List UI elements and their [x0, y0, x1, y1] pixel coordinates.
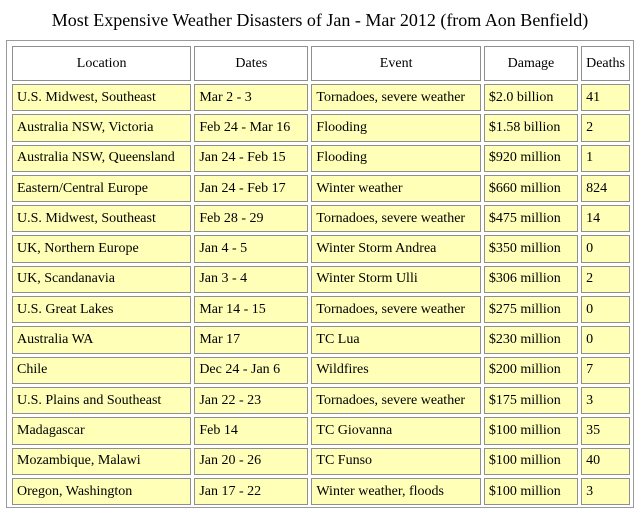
deaths-cell: 0	[581, 326, 630, 353]
deaths-cell: 3	[581, 387, 630, 414]
deaths-cell: 35	[581, 417, 630, 444]
table-row	[12, 296, 630, 323]
event-cell: Tornadoes, severe weather	[311, 205, 480, 232]
dates-cell: Jan 24 - Feb 17	[194, 175, 308, 202]
dates-cell: Jan 4 - 5	[194, 235, 308, 262]
table-row	[12, 266, 630, 293]
table-header-row	[12, 46, 630, 81]
event-cell: Tornadoes, severe weather	[311, 84, 480, 111]
damage-cell: $350 million	[484, 235, 578, 262]
damage-cell: $2.0 billion	[484, 84, 578, 111]
dates-cell: Jan 24 - Feb 15	[194, 145, 308, 172]
column-header-deaths: Deaths	[581, 46, 630, 81]
location-cell: Mozambique, Malawi	[12, 448, 191, 475]
damage-cell: $100 million	[484, 478, 578, 505]
deaths-cell: 824	[581, 175, 630, 202]
event-cell: Flooding	[311, 145, 480, 172]
table-row	[12, 114, 630, 141]
damage-cell: $660 million	[484, 175, 578, 202]
event-cell: TC Lua	[311, 326, 480, 353]
table-row	[12, 175, 630, 202]
table-body	[12, 84, 630, 505]
column-header-dates: Dates	[194, 46, 308, 81]
deaths-cell: 0	[581, 235, 630, 262]
event-cell: Flooding	[311, 114, 480, 141]
location-cell: Australia WA	[12, 326, 191, 353]
event-cell: Winter Storm Ulli	[311, 266, 480, 293]
damage-cell: $475 million	[484, 205, 578, 232]
event-cell: Tornadoes, severe weather	[311, 387, 480, 414]
deaths-cell: 41	[581, 84, 630, 111]
location-cell: UK, Scandanavia	[12, 266, 191, 293]
location-cell: Chile	[12, 357, 191, 384]
deaths-cell: 1	[581, 145, 630, 172]
dates-cell: Mar 2 - 3	[194, 84, 308, 111]
damage-cell: $306 million	[484, 266, 578, 293]
dates-cell: Mar 17	[194, 326, 308, 353]
location-cell: UK, Northern Europe	[12, 235, 191, 262]
table-row	[12, 478, 630, 505]
event-cell: Winter weather	[311, 175, 480, 202]
table-row	[12, 84, 630, 111]
location-cell: U.S. Midwest, Southeast	[12, 205, 191, 232]
damage-cell: $200 million	[484, 357, 578, 384]
event-cell: Tornadoes, severe weather	[311, 296, 480, 323]
column-header-location: Location	[12, 46, 191, 81]
deaths-cell: 40	[581, 448, 630, 475]
dates-cell: Feb 14	[194, 417, 308, 444]
damage-cell: $1.58 billion	[484, 114, 578, 141]
table-row	[12, 145, 630, 172]
deaths-cell: 14	[581, 205, 630, 232]
location-cell: U.S. Great Lakes	[12, 296, 191, 323]
event-cell: Winter weather, floods	[311, 478, 480, 505]
location-cell: U.S. Plains and Southeast	[12, 387, 191, 414]
dates-cell: Jan 17 - 22	[194, 478, 308, 505]
table-row	[12, 357, 630, 384]
damage-cell: $275 million	[484, 296, 578, 323]
table-row	[12, 326, 630, 353]
table-row	[12, 235, 630, 262]
event-cell: TC Funso	[311, 448, 480, 475]
dates-cell: Jan 20 - 26	[194, 448, 308, 475]
location-cell: Australia NSW, Queensland	[12, 145, 191, 172]
damage-cell: $175 million	[484, 387, 578, 414]
disasters-table	[9, 43, 633, 508]
location-cell: Eastern/Central Europe	[12, 175, 191, 202]
event-cell: Winter Storm Andrea	[311, 235, 480, 262]
event-cell: TC Giovanna	[311, 417, 480, 444]
location-cell: Madagascar	[12, 417, 191, 444]
column-header-event: Event	[311, 46, 480, 81]
dates-cell: Mar 14 - 15	[194, 296, 308, 323]
column-header-damage: Damage	[484, 46, 578, 81]
location-cell: Australia NSW, Victoria	[12, 114, 191, 141]
table-row	[12, 448, 630, 475]
deaths-cell: 0	[581, 296, 630, 323]
table-row	[12, 387, 630, 414]
dates-cell: Jan 3 - 4	[194, 266, 308, 293]
damage-cell: $920 million	[484, 145, 578, 172]
damage-cell: $100 million	[484, 448, 578, 475]
deaths-cell: 3	[581, 478, 630, 505]
damage-cell: $100 million	[484, 417, 578, 444]
table-row	[12, 205, 630, 232]
location-cell: U.S. Midwest, Southeast	[12, 84, 191, 111]
dates-cell: Feb 28 - 29	[194, 205, 308, 232]
deaths-cell: 2	[581, 114, 630, 141]
event-cell: Wildfires	[311, 357, 480, 384]
dates-cell: Jan 22 - 23	[194, 387, 308, 414]
page-title: Most Expensive Weather Disasters of Jan - Mar 2012 (from Aon Benfield)	[51, 10, 589, 30]
table-row	[12, 417, 630, 444]
deaths-cell: 2	[581, 266, 630, 293]
location-cell: Oregon, Washington	[12, 478, 191, 505]
dates-cell: Dec 24 - Jan 6	[194, 357, 308, 384]
deaths-cell: 7	[581, 357, 630, 384]
disasters-table-container	[6, 40, 634, 508]
damage-cell: $230 million	[484, 326, 578, 353]
dates-cell: Feb 24 - Mar 16	[194, 114, 308, 141]
